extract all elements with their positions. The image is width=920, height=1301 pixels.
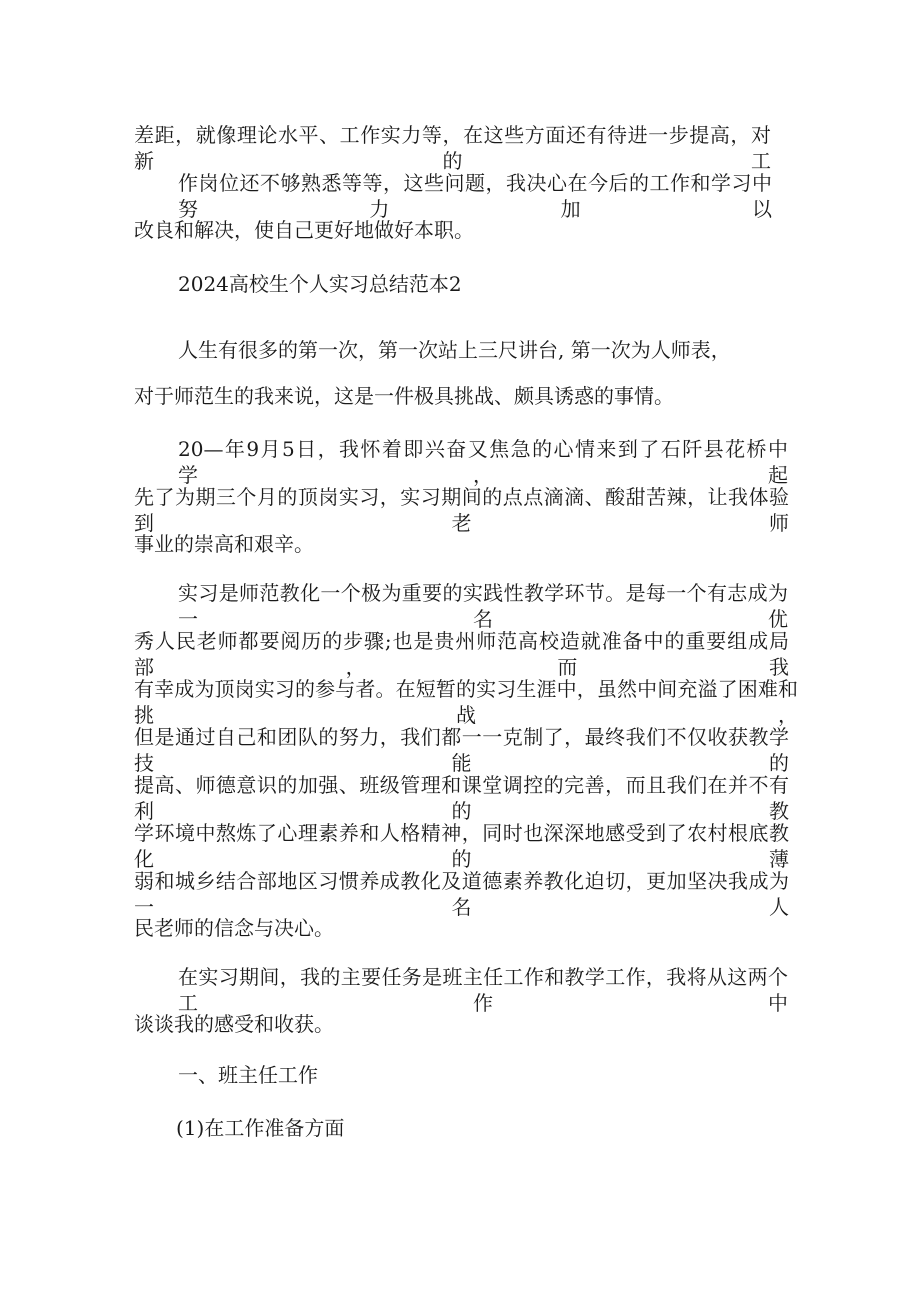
text-line: 差距，就像理论水平、工作实力等，在这些方面还有待进一步提高，对新的工 <box>134 123 771 173</box>
text-line: 民老师的信念与决心。 <box>134 916 334 940</box>
text-line: 弱和城乡结合部地区习惯养成教化及道德素养教化迫切，更加坚决我成为一名人 <box>134 869 789 919</box>
text-line: 事业的崇高和艰辛。 <box>134 532 314 556</box>
text-line: 在实习期间，我的主要任务是班主任工作和教学工作，我将从这两个工作中 <box>178 965 788 1015</box>
text-line: 对于师范生的我来说，这是一件极具挑战、颇具诱惑的事情。 <box>134 384 674 408</box>
section-heading: 2024高校生个人实习总结范本2 <box>178 272 462 296</box>
text-line: 实习是师范教化一个极为重要的实践性教学环节。是每一个有志成为一名优 <box>178 581 788 631</box>
section-heading: 一、班主任工作 <box>178 1063 318 1087</box>
text-line: 秀人民老师都要阅历的步骤;也是贵州师范高校造就准备中的重要组成局部，而我 <box>134 629 789 679</box>
subsection-heading: (1)在工作准备方面 <box>176 1116 345 1140</box>
text-line: 先了为期三个月的顶岗实习，实习期间的点点滴滴、酸甜苦辣，让我体验到老师 <box>134 485 789 535</box>
text-line: 20—年9月5日，我怀着即兴奋又焦急的心情来到了石阡县花桥中学，起 <box>178 437 788 487</box>
text-line: 改良和解决，使自己更好地做好本职。 <box>134 218 474 242</box>
text-line: 有幸成为顶岗实习的参与者。在短暂的实习生涯中，虽然中间充溢了困难和挑战， <box>134 677 798 727</box>
text-line: 谈谈我的感受和收获。 <box>134 1012 334 1036</box>
text-line: 提高、师德意识的加强、班级管理和课堂调控的完善，而且我们在并不有利的教 <box>134 773 789 823</box>
text-line: 学环境中熬炼了心理素养和人格精神，同时也深深地感受到了农村根底教化的薄 <box>134 821 789 871</box>
text-line: 人生有很多的第一次，第一次站上三尺讲台, 第一次为人师表， <box>178 338 731 362</box>
text-line: 作岗位还不够熟悉等等，这些问题，我决心在今后的工作和学习中努力加以 <box>178 171 772 221</box>
text-line: 但是通过自己和团队的努力，我们都一一克制了，最终我们不仅收获教学技能的 <box>134 725 789 775</box>
